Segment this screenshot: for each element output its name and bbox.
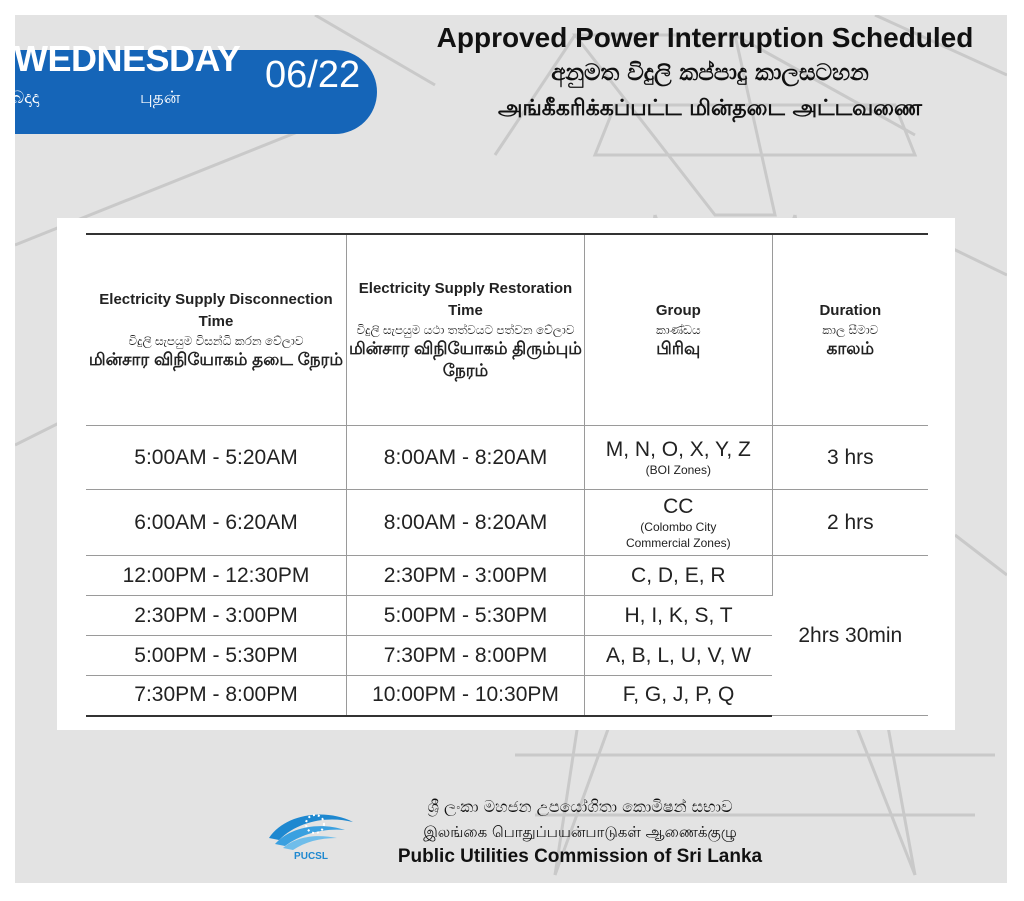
header-restoration-time bbox=[346, 234, 584, 426]
disconnect-time-cell: 12:00PM - 12:30PM bbox=[86, 556, 346, 596]
duration-cell: 3 hrs bbox=[772, 426, 928, 490]
restore-time-cell: 2:30PM - 3:00PM bbox=[346, 556, 584, 596]
group-cell: A, B, L, U, V, W bbox=[585, 636, 773, 676]
group-cell: H, I, K, S, T bbox=[585, 596, 773, 636]
schedule-date: 06/22 bbox=[265, 54, 361, 96]
header-en: Electricity Supply Disconnection Time bbox=[99, 291, 333, 330]
title-english: Approved Power Interruption Scheduled bbox=[436, 22, 974, 53]
restore-time-cell: 8:00AM - 8:20AM bbox=[346, 490, 584, 556]
header-en: Electricity Supply Restoration Time bbox=[358, 280, 573, 319]
header-ta: மின்சார விநியோகம் தடை நேரம் bbox=[88, 350, 344, 369]
restore-time-cell: 10:00PM - 10:30PM bbox=[346, 676, 584, 716]
header-si: විදුලි සැපයුම යථා තත්වයට පත්වන වේලාව bbox=[356, 323, 575, 337]
disconnect-time-cell: 2:30PM - 3:00PM bbox=[86, 596, 346, 636]
organization-sinhala: ශ්‍රී ලංකා මහජන උපයෝගිතා කොමිෂන් සභාව bbox=[427, 797, 733, 816]
header-ta: மின்சார விநியோகம் திரும்பும் நேரம் bbox=[349, 339, 582, 380]
header-si: කාණ්ඩය bbox=[655, 323, 701, 337]
title-tamil: அங்கீகரிக்கப்பட்ட மின்தடை அட்டவணை bbox=[498, 96, 922, 121]
table-row bbox=[86, 490, 928, 556]
disconnect-time-cell: 5:00AM - 5:20AM bbox=[86, 426, 346, 490]
header-si: විදුලි සැපයුම විසන්ධි කරන වේලාව bbox=[128, 334, 304, 348]
table-row bbox=[86, 426, 928, 490]
header-si: කාල සීමාව bbox=[822, 323, 879, 337]
header-duration bbox=[772, 234, 928, 426]
header-en: Group bbox=[655, 302, 701, 319]
duration-cell: 2 hrs bbox=[772, 490, 928, 556]
group-note: (BOI Zones) bbox=[645, 462, 711, 477]
header-group bbox=[585, 234, 773, 426]
header-ta: காலம் bbox=[826, 339, 875, 358]
table-row bbox=[86, 556, 928, 596]
group-cell bbox=[585, 490, 773, 556]
organization-english: Public Utilities Commission of Sri Lanka bbox=[397, 846, 763, 867]
day-english: WEDNESDAY bbox=[14, 38, 241, 79]
restore-time-cell: 8:00AM - 8:20AM bbox=[346, 426, 584, 490]
disconnect-time-cell: 6:00AM - 6:20AM bbox=[86, 490, 346, 556]
disconnect-time-cell: 5:00PM - 5:30PM bbox=[86, 636, 346, 676]
duration-cell: 2hrs 30min bbox=[772, 556, 928, 716]
title-sinhala: අනුමත විදුලි කප්පාදු කාලසටහන bbox=[551, 60, 869, 86]
group-label: CC bbox=[663, 494, 694, 518]
restore-time-cell: 5:00PM - 5:30PM bbox=[346, 596, 584, 636]
day-tamil: புதன் bbox=[140, 88, 181, 108]
header-ta: பிரிவு bbox=[656, 339, 701, 358]
group-note: (Colombo City Commercial Zones) bbox=[625, 519, 731, 550]
logo-text: PUCSL bbox=[294, 851, 328, 862]
restore-time-cell: 7:30PM - 8:00PM bbox=[346, 636, 584, 676]
schedule-table bbox=[86, 233, 928, 717]
table-header-row bbox=[86, 234, 928, 426]
pucsl-logo bbox=[265, 808, 357, 856]
group-cell: C, D, E, R bbox=[585, 556, 773, 596]
header-disconnection-time bbox=[86, 234, 346, 426]
header-en: Duration bbox=[819, 302, 882, 319]
organization-tamil: இலங்கை பொதுப்பயன்பாடுகள் ஆணைக்குழு bbox=[423, 823, 737, 841]
day-sinhala: බදාදා bbox=[12, 88, 40, 108]
disconnect-time-cell: 7:30PM - 8:00PM bbox=[86, 676, 346, 716]
group-label: M, N, O, X, Y, Z bbox=[605, 437, 751, 461]
group-cell bbox=[585, 426, 773, 490]
group-cell: F, G, J, P, Q bbox=[585, 676, 773, 716]
